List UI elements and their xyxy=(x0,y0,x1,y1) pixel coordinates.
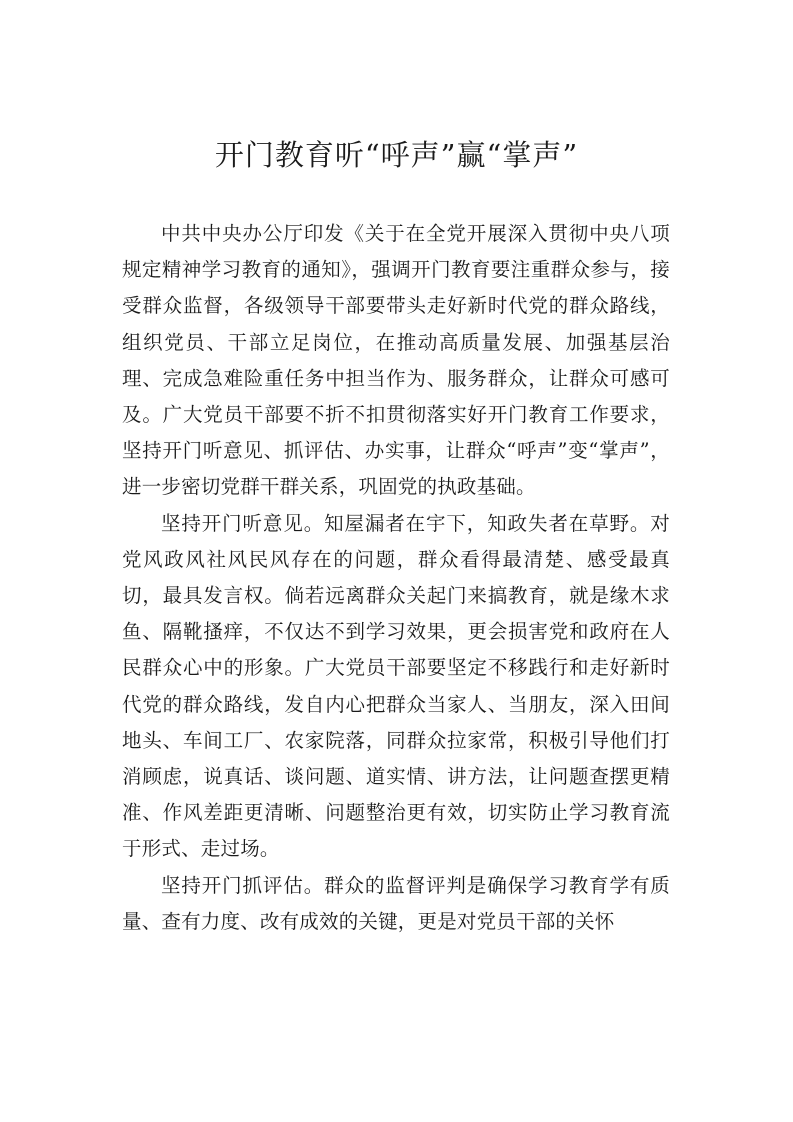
paragraph-intro: 中共中央办公厅印发《关于在全党开展深入贯彻中央八项规定精神学习教育的通知》，强调开门教育要注重群众参与，接受群众监督，各级领导干部要带头走好新时代党的群众路线，组织党员、干部立足岗位，在推动高质量发展、加强基层治理、完成急难险重任务中担当作为、服务群众，让群众可感可及。广大党员干部要不折不扣贯彻落实好开门教育工作要求，坚持开门听意见、抓评估、办实事，让群众“呼声”变“掌声”，进一步密切党群干群关系，巩固党的执政基础。 xyxy=(122,222,670,499)
document-title: 开门教育听“呼声”赢“掌声” xyxy=(214,138,579,172)
paragraph-listen-opinions: 坚持开门听意见。知屋漏者在宇下，知政失者在草野。对党风政风社风民风存在的问题，群众看得最清楚、感受最真切，最具发言权。倘若远离群众关起门来搞教育，就是缘木求鱼、隔靴搔痒，不仅达不到学习效果，更会损害党和政府在人民群众心中的形象。广大党员干部要坚定不移践行和走好新时代党的群众路线，发自内心把群众当家人、当朋友，深入田间地头、车间工厂、农家院落，同群众拉家常，积极引导他们打消顾虑，说真话、谈问题、道实情、讲方法，让问题查摆更精准、作风差距更清晰、问题整治更有效，切实防止学习教育流于形式、走过场。 xyxy=(122,511,670,861)
document-body xyxy=(122,216,670,940)
paragraph-evaluation: 坚持开门抓评估。群众的监督评判是确保学习教育学有质量、查有力度、改有成效的关键，更是对党员干部的关怀 xyxy=(122,873,670,933)
